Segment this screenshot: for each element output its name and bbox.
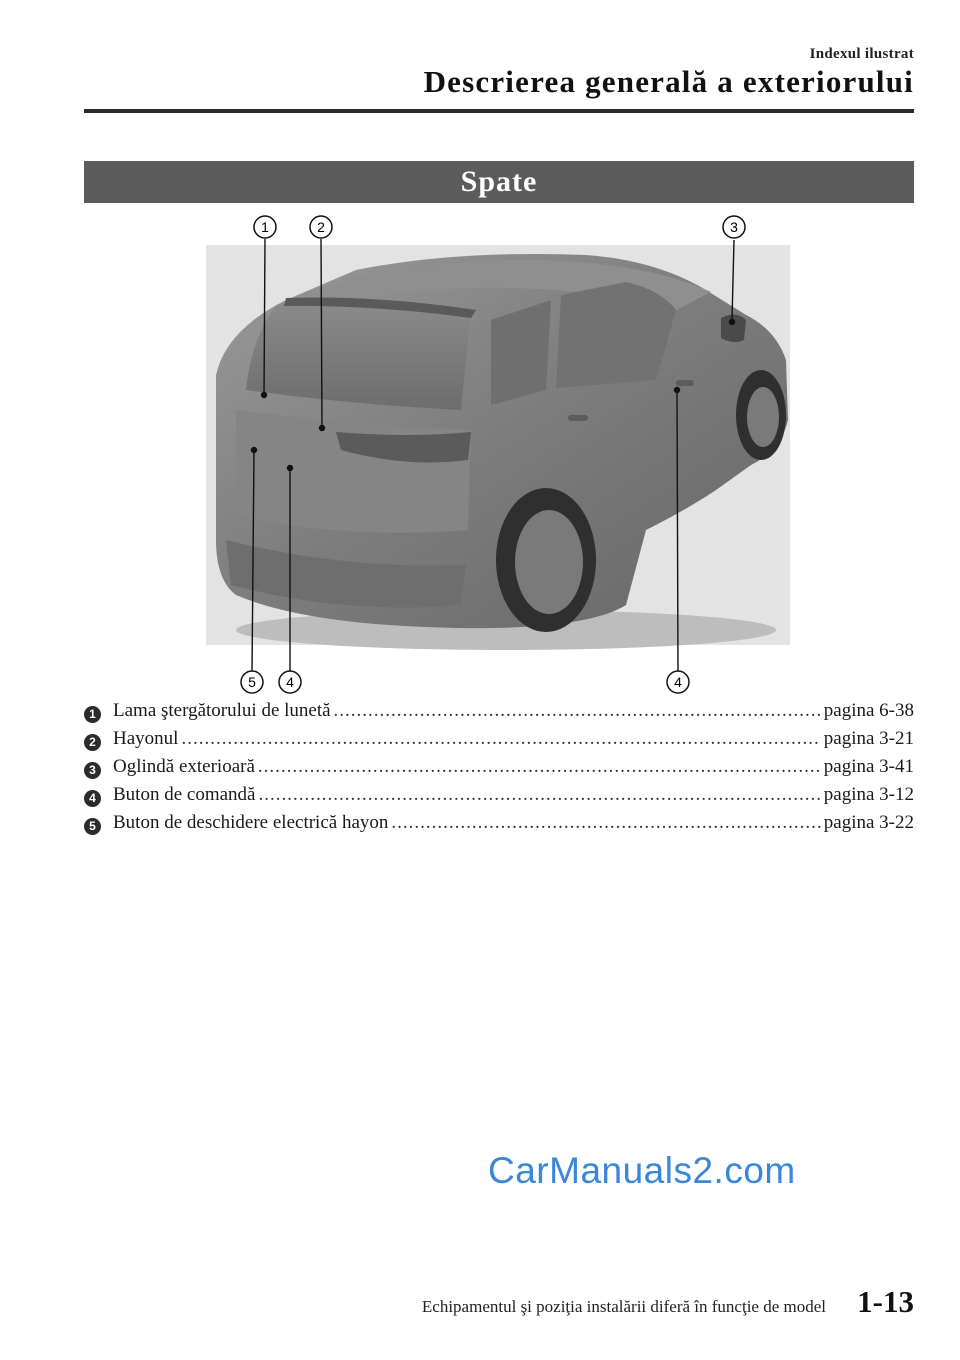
callout-dot-4a	[288, 466, 293, 471]
component-list	[84, 700, 914, 840]
item-label: Lama ştergătorului de lunetă	[113, 700, 331, 721]
tailgate	[236, 410, 471, 533]
item-number-badge: 2	[84, 734, 101, 751]
list-item	[84, 756, 914, 784]
callout-dot-5	[252, 448, 257, 453]
callout-label-1: 1	[261, 219, 269, 235]
callout-line-2	[321, 239, 322, 428]
callout-line-1	[264, 239, 265, 395]
item-page-ref[interactable]: pagina 3-12	[823, 784, 914, 805]
watermark: CarManuals2.com	[488, 1150, 796, 1191]
list-item	[84, 700, 914, 728]
callout-dot-3	[730, 320, 735, 325]
header-rule	[84, 109, 914, 113]
callout-dot-4b	[675, 388, 680, 393]
list-item	[84, 728, 914, 756]
item-page-ref[interactable]: pagina 3-22	[823, 812, 914, 833]
item-number-badge: 3	[84, 762, 101, 779]
list-item	[84, 812, 914, 840]
rear-window	[246, 299, 471, 410]
section-bar: Spate	[84, 161, 914, 203]
page-title: Descrierea generală a exteriorului	[423, 64, 914, 99]
item-label: Oglindă exterioară	[113, 756, 255, 777]
item-leader-dots	[258, 784, 820, 806]
item-number-badge: 4	[84, 790, 101, 807]
door-handle-rear	[568, 415, 588, 421]
callout-label-4a: 4	[286, 674, 294, 690]
list-item	[84, 784, 914, 812]
side-window-front	[556, 282, 676, 388]
item-leader-dots	[258, 756, 821, 778]
item-number-badge: 1	[84, 706, 101, 723]
footer-note: Echipamentul şi poziţia instalării diferă în funcţie de model	[421, 1297, 826, 1316]
rear-view-figure	[206, 210, 796, 695]
front-wheel-rim	[747, 387, 779, 447]
item-page-ref[interactable]: pagina 3-21	[823, 728, 914, 749]
item-page-ref[interactable]: pagina 3-41	[823, 756, 914, 777]
item-leader-dots	[334, 700, 821, 722]
callout-dot-1	[262, 393, 267, 398]
callout-label-5: 5	[248, 674, 256, 690]
item-leader-dots	[181, 728, 820, 750]
item-number-badge: 5	[84, 818, 101, 835]
side-mirror	[721, 314, 746, 342]
callout-line-4b	[677, 390, 678, 672]
item-label: Hayonul	[113, 728, 179, 749]
header-section: Indexul ilustrat	[809, 46, 914, 62]
item-label: Buton de comandă	[113, 784, 256, 805]
callout-dot-2	[320, 426, 325, 431]
car-illustration	[206, 210, 796, 695]
callout-label-3: 3	[730, 219, 738, 235]
door-handle-front	[676, 380, 694, 386]
callout-label-2: 2	[317, 219, 325, 235]
rear-wheel-rim	[515, 510, 583, 614]
item-leader-dots	[391, 812, 820, 834]
item-label: Buton de deschidere electrică hayon	[113, 812, 389, 833]
item-page-ref[interactable]: pagina 6-38	[823, 700, 914, 721]
callout-label-4b: 4	[674, 674, 682, 690]
page-number: 1-13	[857, 1284, 914, 1319]
